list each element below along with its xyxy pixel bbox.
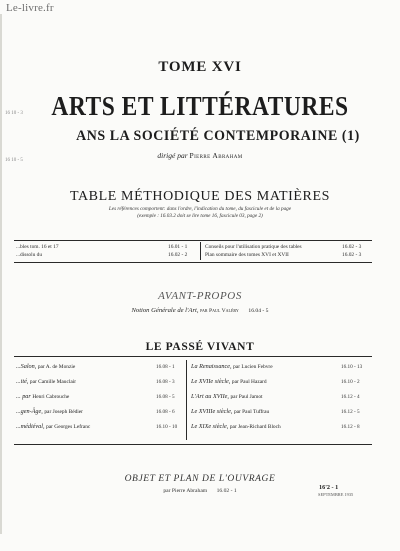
entry-right: Le XIXe siècle, par Jean-Richard Bloch bbox=[191, 423, 281, 430]
divider bbox=[14, 444, 372, 445]
objet-num: 16.02 - 1 bbox=[216, 488, 237, 494]
entry-left: ... par Henri Cabrouche bbox=[16, 393, 70, 400]
entry-left: ...gen-Âge, par Joseph Bédier bbox=[16, 408, 83, 415]
page-code: 16'2 - 1 bbox=[319, 484, 339, 491]
divider bbox=[14, 240, 372, 241]
avant-propos-text: Notion Générale de l'Art, bbox=[131, 307, 199, 314]
column-divider bbox=[186, 360, 187, 440]
index-row-num: 16.02 - 3 bbox=[342, 252, 362, 258]
page-edge bbox=[0, 14, 2, 534]
entry-num: 16.12 - 4 bbox=[341, 394, 360, 400]
entry-right: Le XVIIIe siècle, par Paul Tuffrau bbox=[191, 408, 270, 415]
index-row-label: Plan sommaire des tomes XVI et XVII bbox=[205, 252, 289, 258]
index-row-label: Conseils pour l'utilisation pratique des tables bbox=[205, 244, 302, 250]
entry-num: 16.12 - 5 bbox=[341, 409, 360, 415]
page-title: ARTS ET LITTÉRATURES bbox=[51, 91, 349, 121]
divider bbox=[14, 262, 372, 263]
divider bbox=[14, 356, 372, 357]
entry-num: 16.08 - 3 bbox=[156, 379, 175, 385]
margin-note: 16 10 - 5 bbox=[5, 158, 23, 163]
watermark: Le-livre.fr bbox=[6, 2, 54, 14]
index-row-num: 16.02 - 2 bbox=[168, 252, 188, 258]
passe-vivant-title: LE PASSÉ VIVANT bbox=[145, 341, 255, 353]
director-name: Pierre Abraham bbox=[189, 151, 243, 160]
index-row-label: ...bles tom. 16 et 17 bbox=[16, 244, 59, 250]
entry-left: ...Salon, par A. de Monzie bbox=[16, 363, 76, 370]
entry-right: L'Art au XVIIe, par Paul Jamot bbox=[191, 393, 263, 400]
direction-prefix: dirigé par bbox=[157, 151, 188, 160]
entry-right: Le XVIIe siècle, par Paul Hazard bbox=[191, 378, 267, 385]
direction-line bbox=[0, 151, 400, 160]
table-title: TABLE MÉTHODIQUE DES MATIÈRES bbox=[69, 189, 331, 204]
index-row-num: 16.01 - 1 bbox=[168, 244, 188, 250]
index-row-label: ...dissolu du bbox=[16, 252, 43, 258]
entry-num: 16.10 - 2 bbox=[341, 379, 360, 385]
table-note: (exemple : 16.03.2 doit se lire tome 16, fascicule 03, page 2) bbox=[137, 213, 263, 219]
entry-left: ...ité, par Camille Mauclair bbox=[16, 378, 77, 385]
entry-left: ...médiéval, par Georges Lefranc bbox=[16, 423, 91, 430]
entry-num: 16.10 - 10 bbox=[156, 424, 178, 430]
margin-note: 16 10 - 3 bbox=[5, 111, 23, 116]
objet-author: par Pierre Abraham bbox=[163, 488, 208, 494]
entry-num: 16.12 - 8 bbox=[341, 424, 360, 430]
entry-num: 16.08 - 5 bbox=[156, 394, 175, 400]
page-date: SEPTEMBRE 1935 bbox=[318, 492, 354, 497]
entry-num: 16.08 - 6 bbox=[156, 409, 175, 415]
entry-right: La Renaissance, par Lucien Febvre bbox=[191, 363, 273, 370]
index-row-num: 16.02 - 3 bbox=[342, 244, 362, 250]
avant-propos-num: 16.04 - 5 bbox=[248, 308, 269, 314]
avant-propos-author: par Paul Valéry bbox=[200, 308, 239, 314]
avant-propos-entry bbox=[0, 307, 400, 314]
avant-propos-title: AVANT-PROPOS bbox=[158, 290, 242, 302]
tome-label: TOME XVI bbox=[158, 59, 242, 75]
table-note: Les références comportent: dans l'ordre, l'indication du tome, du fascicule et de la page bbox=[108, 206, 292, 212]
objet-title: OBJET ET PLAN DE L'OUVRAGE bbox=[124, 474, 276, 484]
entry-num: 16.10 - 13 bbox=[341, 364, 363, 370]
page-subtitle: ANS LA SOCIÉTÉ CONTEMPORAINE (1) bbox=[76, 128, 360, 144]
column-divider bbox=[200, 242, 201, 260]
entry-num: 16.08 - 1 bbox=[156, 364, 175, 370]
